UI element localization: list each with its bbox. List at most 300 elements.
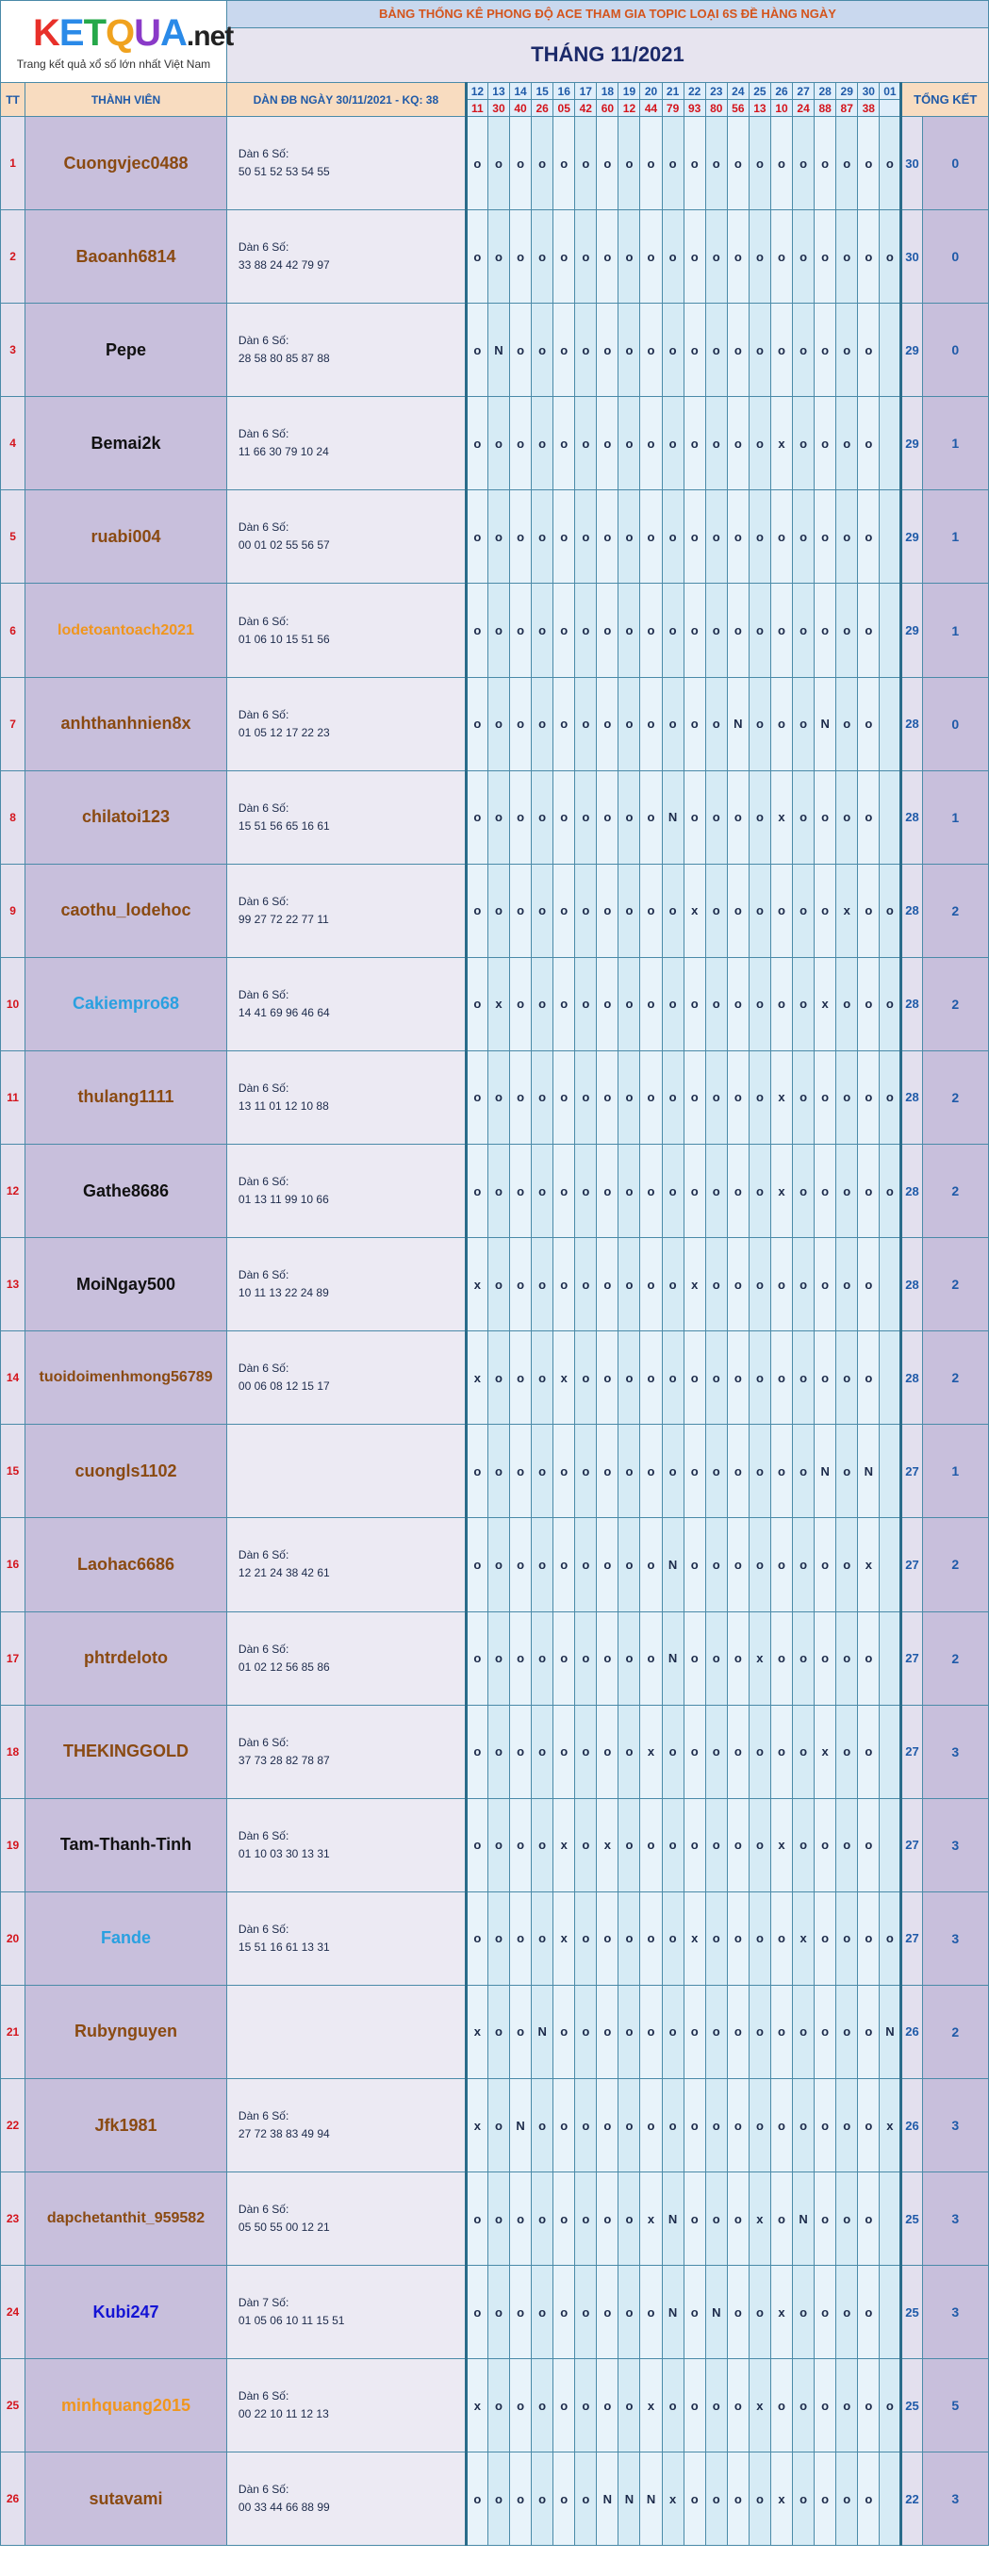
day-mark: o xyxy=(770,584,792,677)
row-total: 28 xyxy=(901,864,922,957)
day-mark: o xyxy=(487,2452,509,2546)
dan-title: Dàn 6 Số: xyxy=(238,147,289,161)
row-tong-ket: 1 xyxy=(922,584,989,677)
day-mark: x xyxy=(749,2359,770,2452)
day-mark: N xyxy=(640,2452,662,2546)
member-name[interactable]: Rubynguyen xyxy=(25,1985,227,2078)
day-mark: o xyxy=(858,2266,880,2359)
day-mark: o xyxy=(662,1331,684,1425)
day-mark: x xyxy=(662,2452,684,2546)
day-mark: o xyxy=(770,2078,792,2171)
day-mark: o xyxy=(466,1050,487,1144)
day-mark: o xyxy=(553,2172,575,2266)
day-mark: o xyxy=(749,210,770,304)
day-mark: o xyxy=(793,1238,815,1331)
day-mark: o xyxy=(705,304,727,397)
day-mark: x xyxy=(770,1050,792,1144)
day-mark: o xyxy=(705,1145,727,1238)
member-name[interactable]: ruabi004 xyxy=(25,490,227,584)
day-mark: o xyxy=(597,1985,618,2078)
row-total: 27 xyxy=(901,1425,922,1518)
day-mark: o xyxy=(793,1611,815,1705)
row-total: 28 xyxy=(901,1145,922,1238)
row-number: 11 xyxy=(1,1050,25,1144)
member-row xyxy=(1,117,989,210)
row-number: 1 xyxy=(1,117,25,210)
day-mark: o xyxy=(575,864,597,957)
day-mark: o xyxy=(684,957,705,1050)
day-mark: o xyxy=(487,1145,509,1238)
day-mark: o xyxy=(836,2452,858,2546)
member-row xyxy=(1,2172,989,2266)
day-mark xyxy=(880,1518,901,1611)
row-total: 30 xyxy=(901,117,922,210)
day-mark: o xyxy=(705,397,727,490)
day-mark: o xyxy=(640,1238,662,1331)
day-mark: o xyxy=(640,957,662,1050)
row-total: 27 xyxy=(901,1705,922,1798)
day-mark: o xyxy=(684,1798,705,1891)
day-mark: o xyxy=(749,957,770,1050)
member-name[interactable]: THEKINGGOLD xyxy=(25,1705,227,1798)
dan-so xyxy=(226,2359,466,2452)
day-mark: o xyxy=(553,1145,575,1238)
member-name[interactable]: Jfk1981 xyxy=(25,2078,227,2171)
day-mark: o xyxy=(510,1050,532,1144)
row-number: 4 xyxy=(1,397,25,490)
result-number: 10 xyxy=(770,100,792,117)
day-mark: o xyxy=(705,2359,727,2452)
dan-so xyxy=(226,1891,466,1985)
day-mark: o xyxy=(684,770,705,864)
day-mark: o xyxy=(793,490,815,584)
result-number: 30 xyxy=(487,100,509,117)
member-name[interactable]: thulang1111 xyxy=(25,1050,227,1144)
day-mark: o xyxy=(487,1331,509,1425)
day-mark: o xyxy=(749,1145,770,1238)
day-mark: o xyxy=(640,490,662,584)
day-mark: o xyxy=(749,490,770,584)
day-mark: o xyxy=(618,1798,640,1891)
day-mark: o xyxy=(640,1331,662,1425)
day-mark: o xyxy=(858,1798,880,1891)
dan-title: Dàn 6 Số: xyxy=(238,987,289,1001)
day-mark: o xyxy=(836,304,858,397)
day-mark: o xyxy=(684,2266,705,2359)
day-mark: o xyxy=(640,1050,662,1144)
dan-numbers: 00 01 02 55 56 57 xyxy=(238,538,330,553)
day-mark: o xyxy=(836,490,858,584)
row-number: 26 xyxy=(1,2452,25,2546)
day-header: 20 xyxy=(640,83,662,100)
day-mark: o xyxy=(510,1425,532,1518)
header-member: THÀNH VIÊN xyxy=(25,83,227,117)
dan-title: Dàn 6 Số: xyxy=(238,520,289,535)
result-number: 05 xyxy=(553,100,575,117)
day-mark: o xyxy=(770,2359,792,2452)
row-number: 8 xyxy=(1,770,25,864)
member-name[interactable]: sutavami xyxy=(25,2452,227,2546)
day-mark: o xyxy=(487,864,509,957)
row-tong-ket: 3 xyxy=(922,2078,989,2171)
day-header: 22 xyxy=(684,83,705,100)
day-mark: x xyxy=(815,957,836,1050)
day-mark: o xyxy=(705,1238,727,1331)
day-mark: o xyxy=(815,210,836,304)
day-mark: o xyxy=(770,1518,792,1611)
member-row xyxy=(1,864,989,957)
day-mark: o xyxy=(466,2172,487,2266)
member-name[interactable]: Baoanh6814 xyxy=(25,210,227,304)
day-mark: o xyxy=(815,1518,836,1611)
day-mark xyxy=(880,677,901,770)
day-mark: o xyxy=(684,117,705,210)
day-mark: N xyxy=(662,2172,684,2266)
day-mark: o xyxy=(553,1425,575,1518)
row-tong-ket: 0 xyxy=(922,304,989,397)
day-mark: o xyxy=(684,2172,705,2266)
day-mark: o xyxy=(487,770,509,864)
day-mark: o xyxy=(858,2078,880,2171)
day-mark: o xyxy=(532,2078,553,2171)
day-mark: o xyxy=(487,2078,509,2171)
dan-so xyxy=(226,1145,466,1238)
day-header: 14 xyxy=(510,83,532,100)
day-mark: N xyxy=(662,770,684,864)
day-mark: o xyxy=(466,957,487,1050)
logo[interactable] xyxy=(1,1,234,83)
dan-title: Dàn 6 Số: xyxy=(238,614,289,628)
result-number: 79 xyxy=(662,100,684,117)
day-mark: o xyxy=(749,1331,770,1425)
day-mark: o xyxy=(880,1050,901,1144)
day-mark: o xyxy=(510,677,532,770)
day-mark: o xyxy=(597,2266,618,2359)
member-name[interactable]: Gathe8686 xyxy=(25,1145,227,1238)
day-mark: o xyxy=(793,1050,815,1144)
day-mark: o xyxy=(618,1145,640,1238)
day-mark: o xyxy=(793,1331,815,1425)
day-mark: o xyxy=(770,2172,792,2266)
day-header: 25 xyxy=(749,83,770,100)
dan-so xyxy=(226,2172,466,2266)
day-mark: o xyxy=(553,397,575,490)
day-mark: o xyxy=(727,864,749,957)
member-name[interactable]: lodetoantoach2021 xyxy=(25,584,227,677)
member-row xyxy=(1,490,989,584)
day-mark: o xyxy=(618,2078,640,2171)
day-mark: o xyxy=(684,1145,705,1238)
day-mark: o xyxy=(880,210,901,304)
day-mark: o xyxy=(618,1331,640,1425)
dan-numbers: 14 41 69 96 46 64 xyxy=(238,1005,330,1019)
day-mark: o xyxy=(815,304,836,397)
dan-title: Dàn 7 Số: xyxy=(238,2296,289,2310)
day-mark: o xyxy=(684,584,705,677)
day-mark: o xyxy=(880,1891,901,1985)
day-mark: o xyxy=(880,957,901,1050)
day-mark: o xyxy=(532,1518,553,1611)
member-name[interactable]: dapchetanthit_959582 xyxy=(25,2172,227,2266)
day-mark: o xyxy=(684,1705,705,1798)
member-name[interactable]: chilatoi123 xyxy=(25,770,227,864)
day-mark: o xyxy=(705,490,727,584)
day-mark: N xyxy=(727,677,749,770)
row-total: 30 xyxy=(901,210,922,304)
day-mark: o xyxy=(640,584,662,677)
member-row xyxy=(1,1798,989,1891)
dan-numbers: 05 50 55 00 12 21 xyxy=(238,2221,330,2235)
day-mark: x xyxy=(466,1985,487,2078)
member-row xyxy=(1,1611,989,1705)
day-mark: o xyxy=(597,1518,618,1611)
member-row xyxy=(1,1331,989,1425)
row-tong-ket: 3 xyxy=(922,2452,989,2546)
day-mark: o xyxy=(836,1985,858,2078)
day-mark: x xyxy=(880,2078,901,2171)
day-mark: o xyxy=(705,584,727,677)
day-mark: o xyxy=(597,770,618,864)
result-number: 12 xyxy=(618,100,640,117)
member-row xyxy=(1,1705,989,1798)
day-mark: o xyxy=(532,1705,553,1798)
member-name[interactable]: tuoidoimenhmong56789 xyxy=(25,1331,227,1425)
day-mark: x xyxy=(684,1238,705,1331)
day-mark: o xyxy=(597,1611,618,1705)
day-mark: o xyxy=(640,1425,662,1518)
day-mark: o xyxy=(793,117,815,210)
day-mark: o xyxy=(618,397,640,490)
day-mark: o xyxy=(553,117,575,210)
member-row xyxy=(1,304,989,397)
day-header: 13 xyxy=(487,83,509,100)
day-mark: o xyxy=(618,1891,640,1985)
day-mark: x xyxy=(640,1705,662,1798)
day-mark: o xyxy=(727,397,749,490)
dan-so xyxy=(226,1611,466,1705)
day-mark: o xyxy=(487,1705,509,1798)
day-mark: o xyxy=(770,677,792,770)
member-name[interactable]: Tam-Thanh-Tinh xyxy=(25,1798,227,1891)
day-mark xyxy=(880,584,901,677)
day-mark: o xyxy=(836,2078,858,2171)
dan-title: Dàn 6 Số: xyxy=(238,2109,289,2123)
day-mark: o xyxy=(836,397,858,490)
day-mark: o xyxy=(597,397,618,490)
row-total: 28 xyxy=(901,1238,922,1331)
day-mark: o xyxy=(597,1705,618,1798)
day-mark: o xyxy=(510,864,532,957)
day-mark: N xyxy=(662,1611,684,1705)
day-mark: o xyxy=(749,584,770,677)
member-row xyxy=(1,1145,989,1238)
day-mark: o xyxy=(836,1891,858,1985)
day-mark: o xyxy=(793,1705,815,1798)
dan-so xyxy=(226,490,466,584)
day-mark: o xyxy=(575,1985,597,2078)
row-number: 14 xyxy=(1,1331,25,1425)
row-number: 21 xyxy=(1,1985,25,2078)
day-mark: N xyxy=(880,1985,901,2078)
day-mark: o xyxy=(727,1985,749,2078)
day-mark: o xyxy=(793,770,815,864)
day-mark: o xyxy=(705,2172,727,2266)
day-mark: o xyxy=(793,677,815,770)
day-mark: o xyxy=(510,210,532,304)
member-name[interactable]: Pepe xyxy=(25,304,227,397)
day-mark: N xyxy=(662,1518,684,1611)
logo-letter: K xyxy=(33,12,59,54)
dan-numbers: 00 06 08 12 15 17 xyxy=(238,1379,330,1394)
day-header: 15 xyxy=(532,83,553,100)
member-name[interactable]: Fande xyxy=(25,1891,227,1985)
day-mark: o xyxy=(466,1891,487,1985)
day-mark: o xyxy=(597,1891,618,1985)
day-mark: o xyxy=(510,1238,532,1331)
member-name[interactable]: Kubi247 xyxy=(25,2266,227,2359)
member-name[interactable]: Laohac6686 xyxy=(25,1518,227,1611)
day-mark: o xyxy=(705,957,727,1050)
day-mark: o xyxy=(815,1985,836,2078)
day-mark: o xyxy=(770,490,792,584)
day-mark: o xyxy=(749,2452,770,2546)
day-mark: x xyxy=(770,2452,792,2546)
member-row xyxy=(1,1238,989,1331)
day-mark: o xyxy=(618,1050,640,1144)
member-name[interactable]: MoiNgay500 xyxy=(25,1238,227,1331)
day-mark: o xyxy=(597,1050,618,1144)
row-total: 27 xyxy=(901,1891,922,1985)
day-mark: x xyxy=(597,1798,618,1891)
day-mark: o xyxy=(815,1050,836,1144)
day-mark: o xyxy=(705,1891,727,1985)
day-mark: o xyxy=(532,1331,553,1425)
day-mark: o xyxy=(640,210,662,304)
day-mark: o xyxy=(836,210,858,304)
day-mark: o xyxy=(705,677,727,770)
member-name[interactable]: cuongls1102 xyxy=(25,1425,227,1518)
day-mark: o xyxy=(618,770,640,864)
row-total: 29 xyxy=(901,584,922,677)
day-mark: o xyxy=(815,2172,836,2266)
day-mark: o xyxy=(749,1050,770,1144)
logo-letter: A xyxy=(160,12,187,54)
day-mark: o xyxy=(618,2359,640,2452)
member-row xyxy=(1,1891,989,1985)
day-mark: o xyxy=(510,2172,532,2266)
day-mark: o xyxy=(597,1238,618,1331)
row-number: 6 xyxy=(1,584,25,677)
dan-title: Dàn 6 Số: xyxy=(238,1828,289,1842)
member-name[interactable]: Cuongvjec0488 xyxy=(25,117,227,210)
row-tong-ket: 3 xyxy=(922,1798,989,1891)
day-mark: o xyxy=(793,2359,815,2452)
day-mark: o xyxy=(510,1705,532,1798)
day-mark: o xyxy=(749,770,770,864)
day-mark: o xyxy=(705,1798,727,1891)
day-header: 29 xyxy=(836,83,858,100)
day-mark: o xyxy=(466,677,487,770)
day-mark: o xyxy=(597,2359,618,2452)
result-number: 11 xyxy=(466,100,487,117)
day-mark xyxy=(880,1611,901,1705)
day-mark: o xyxy=(727,1518,749,1611)
day-mark: o xyxy=(880,864,901,957)
day-mark: o xyxy=(618,1425,640,1518)
day-mark: o xyxy=(553,1050,575,1144)
day-mark: o xyxy=(575,2266,597,2359)
dan-numbers: 33 88 24 42 79 97 xyxy=(238,258,330,272)
day-mark: N xyxy=(597,2452,618,2546)
day-mark: o xyxy=(793,1425,815,1518)
member-name[interactable]: caothu_lodehoc xyxy=(25,864,227,957)
day-mark: o xyxy=(749,1518,770,1611)
row-tong-ket: 2 xyxy=(922,1050,989,1144)
day-mark: o xyxy=(575,1050,597,1144)
member-name[interactable]: Bemai2k xyxy=(25,397,227,490)
day-mark: o xyxy=(858,2172,880,2266)
day-mark: o xyxy=(575,1798,597,1891)
row-total: 28 xyxy=(901,1050,922,1144)
member-name[interactable]: anhthanhnien8x xyxy=(25,677,227,770)
result-number: 88 xyxy=(815,100,836,117)
day-mark: o xyxy=(510,1798,532,1891)
day-header: 19 xyxy=(618,83,640,100)
dan-so xyxy=(226,957,466,1050)
day-mark: o xyxy=(858,1331,880,1425)
dan-numbers: 13 11 01 12 10 88 xyxy=(238,1098,329,1113)
dan-title: Dàn 6 Số: xyxy=(238,334,289,348)
result-number: 93 xyxy=(684,100,705,117)
day-mark: o xyxy=(727,2172,749,2266)
day-mark: o xyxy=(815,584,836,677)
member-row xyxy=(1,1985,989,2078)
member-name[interactable]: phtrdeloto xyxy=(25,1611,227,1705)
day-mark: o xyxy=(510,490,532,584)
day-mark: o xyxy=(684,304,705,397)
day-mark: o xyxy=(836,770,858,864)
day-mark: x xyxy=(770,1798,792,1891)
day-mark: x xyxy=(770,2266,792,2359)
day-mark: o xyxy=(749,304,770,397)
day-mark: o xyxy=(727,584,749,677)
row-tong-ket: 2 xyxy=(922,1331,989,1425)
day-mark: o xyxy=(575,210,597,304)
day-mark: o xyxy=(575,2452,597,2546)
day-mark xyxy=(880,1238,901,1331)
day-mark: o xyxy=(575,584,597,677)
dan-so xyxy=(226,770,466,864)
header-tt: TT xyxy=(1,83,25,117)
member-name[interactable]: Cakiempro68 xyxy=(25,957,227,1050)
day-mark: o xyxy=(662,1705,684,1798)
day-mark: x xyxy=(770,770,792,864)
day-mark: o xyxy=(597,1425,618,1518)
day-mark: o xyxy=(487,397,509,490)
member-name[interactable]: minhquang2015 xyxy=(25,2359,227,2452)
day-mark: o xyxy=(640,677,662,770)
dan-so xyxy=(226,2078,466,2171)
dan-numbers: 01 02 12 56 85 86 xyxy=(238,1660,330,1674)
row-total: 25 xyxy=(901,2172,922,2266)
row-tong-ket: 2 xyxy=(922,1145,989,1238)
day-mark: o xyxy=(749,1985,770,2078)
row-total: 28 xyxy=(901,1331,922,1425)
day-mark: x xyxy=(553,1891,575,1985)
result-number: 44 xyxy=(640,100,662,117)
day-mark: o xyxy=(597,304,618,397)
day-header: 21 xyxy=(662,83,684,100)
